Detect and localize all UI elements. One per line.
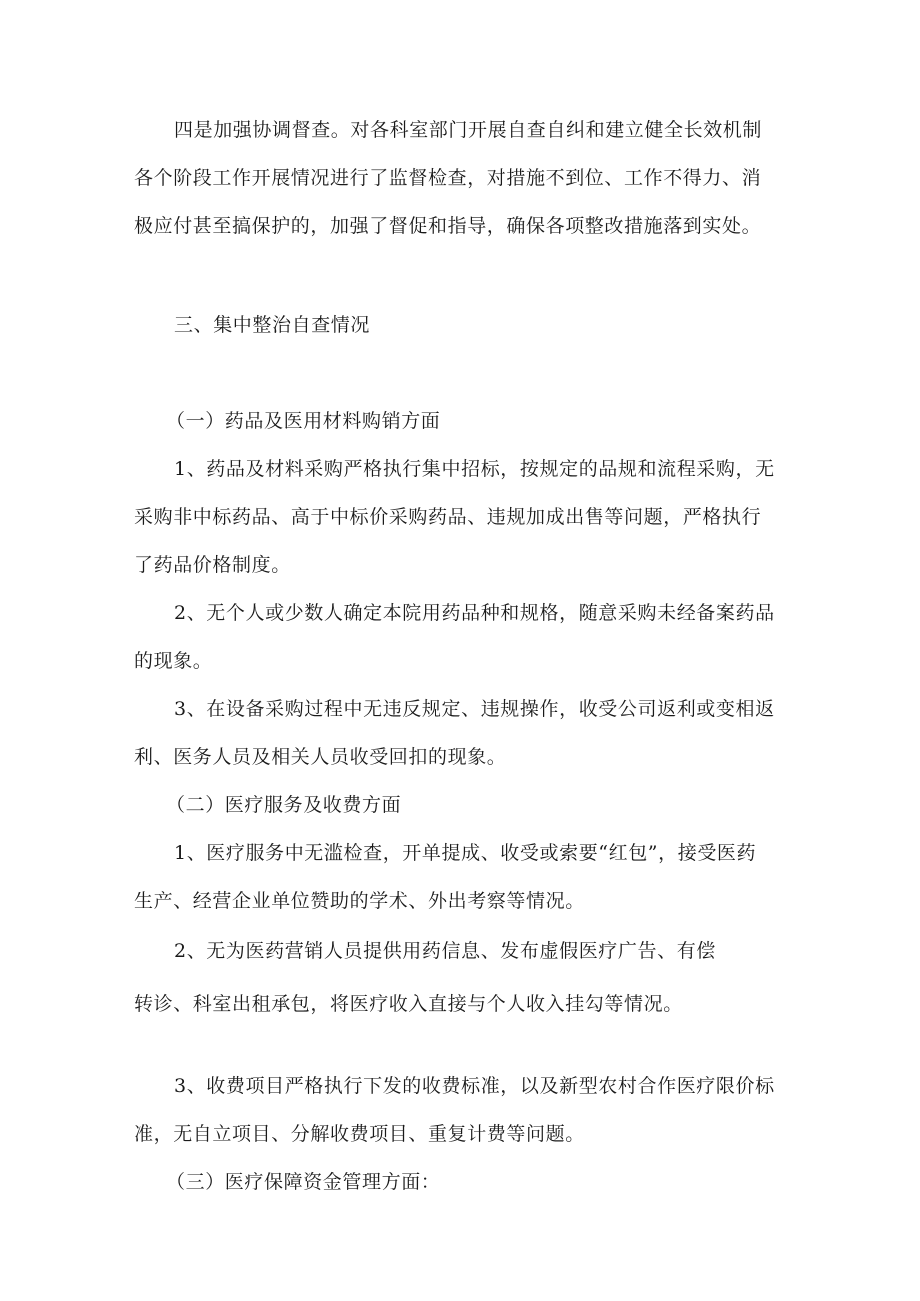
paragraph-line: 2、无个人或少数人确定本院用药品种和规格，随意采购未经备案药品 [174, 602, 775, 624]
paragraph-line: 1、药品及材料采购严格执行集中招标，按规定的品规和流程采购，无 [174, 458, 775, 480]
subsection-heading: （二）医疗服务及收费方面 [166, 794, 402, 816]
paragraph-line: 3、收费项目严格执行下发的收费标准，以及新型农村合作医疗限价标 [174, 1075, 775, 1097]
paragraph-line: 四是加强协调督查。对各科室部门开展自查自纠和建立健全长效机制 [174, 119, 763, 141]
paragraph-line: 3、在设备采购过程中无违反规定、违规操作，收受公司返利或变相返 [174, 698, 775, 720]
subsection-heading: （三）医疗保障资金管理方面： [166, 1171, 441, 1193]
paragraph-line: 2、无为医药营销人员提供用药信息、发布虚假医疗广告、有偿 [174, 940, 716, 962]
paragraph-line: 转诊、科室出租承包，将医疗收入直接与个人收入挂勾等情况。 [134, 993, 683, 1015]
section-heading: 三、集中整治自查情况 [174, 314, 371, 336]
paragraph-line: 了药品价格制度。 [134, 554, 291, 576]
paragraph-line: 生产、经营企业单位赞助的学术、外出考察等情况。 [134, 890, 585, 912]
paragraph-line: 采购非中标药品、高于中标价采购药品、违规加成出售等问题，严格执行 [134, 506, 762, 528]
paragraph-line: 极应付甚至搞保护的，加强了督促和指导，确保各项整改措施落到实处。 [134, 215, 762, 237]
paragraph-line: 利、医务人员及相关人员收受回扣的现象。 [134, 746, 507, 768]
paragraph-line: 的现象。 [134, 650, 213, 672]
paragraph-line: 1、医疗服务中无滥检查，开单提成、收受或索要“红包”，接受医药 [174, 842, 757, 864]
subsection-heading: （一）药品及医用材料购销方面 [166, 410, 441, 432]
paragraph-line: 各个阶段工作开展情况进行了监督检查，对措施不到位、工作不得力、消 [134, 167, 762, 189]
paragraph-line: 准，无自立项目、分解收费项目、重复计费等问题。 [134, 1123, 585, 1145]
